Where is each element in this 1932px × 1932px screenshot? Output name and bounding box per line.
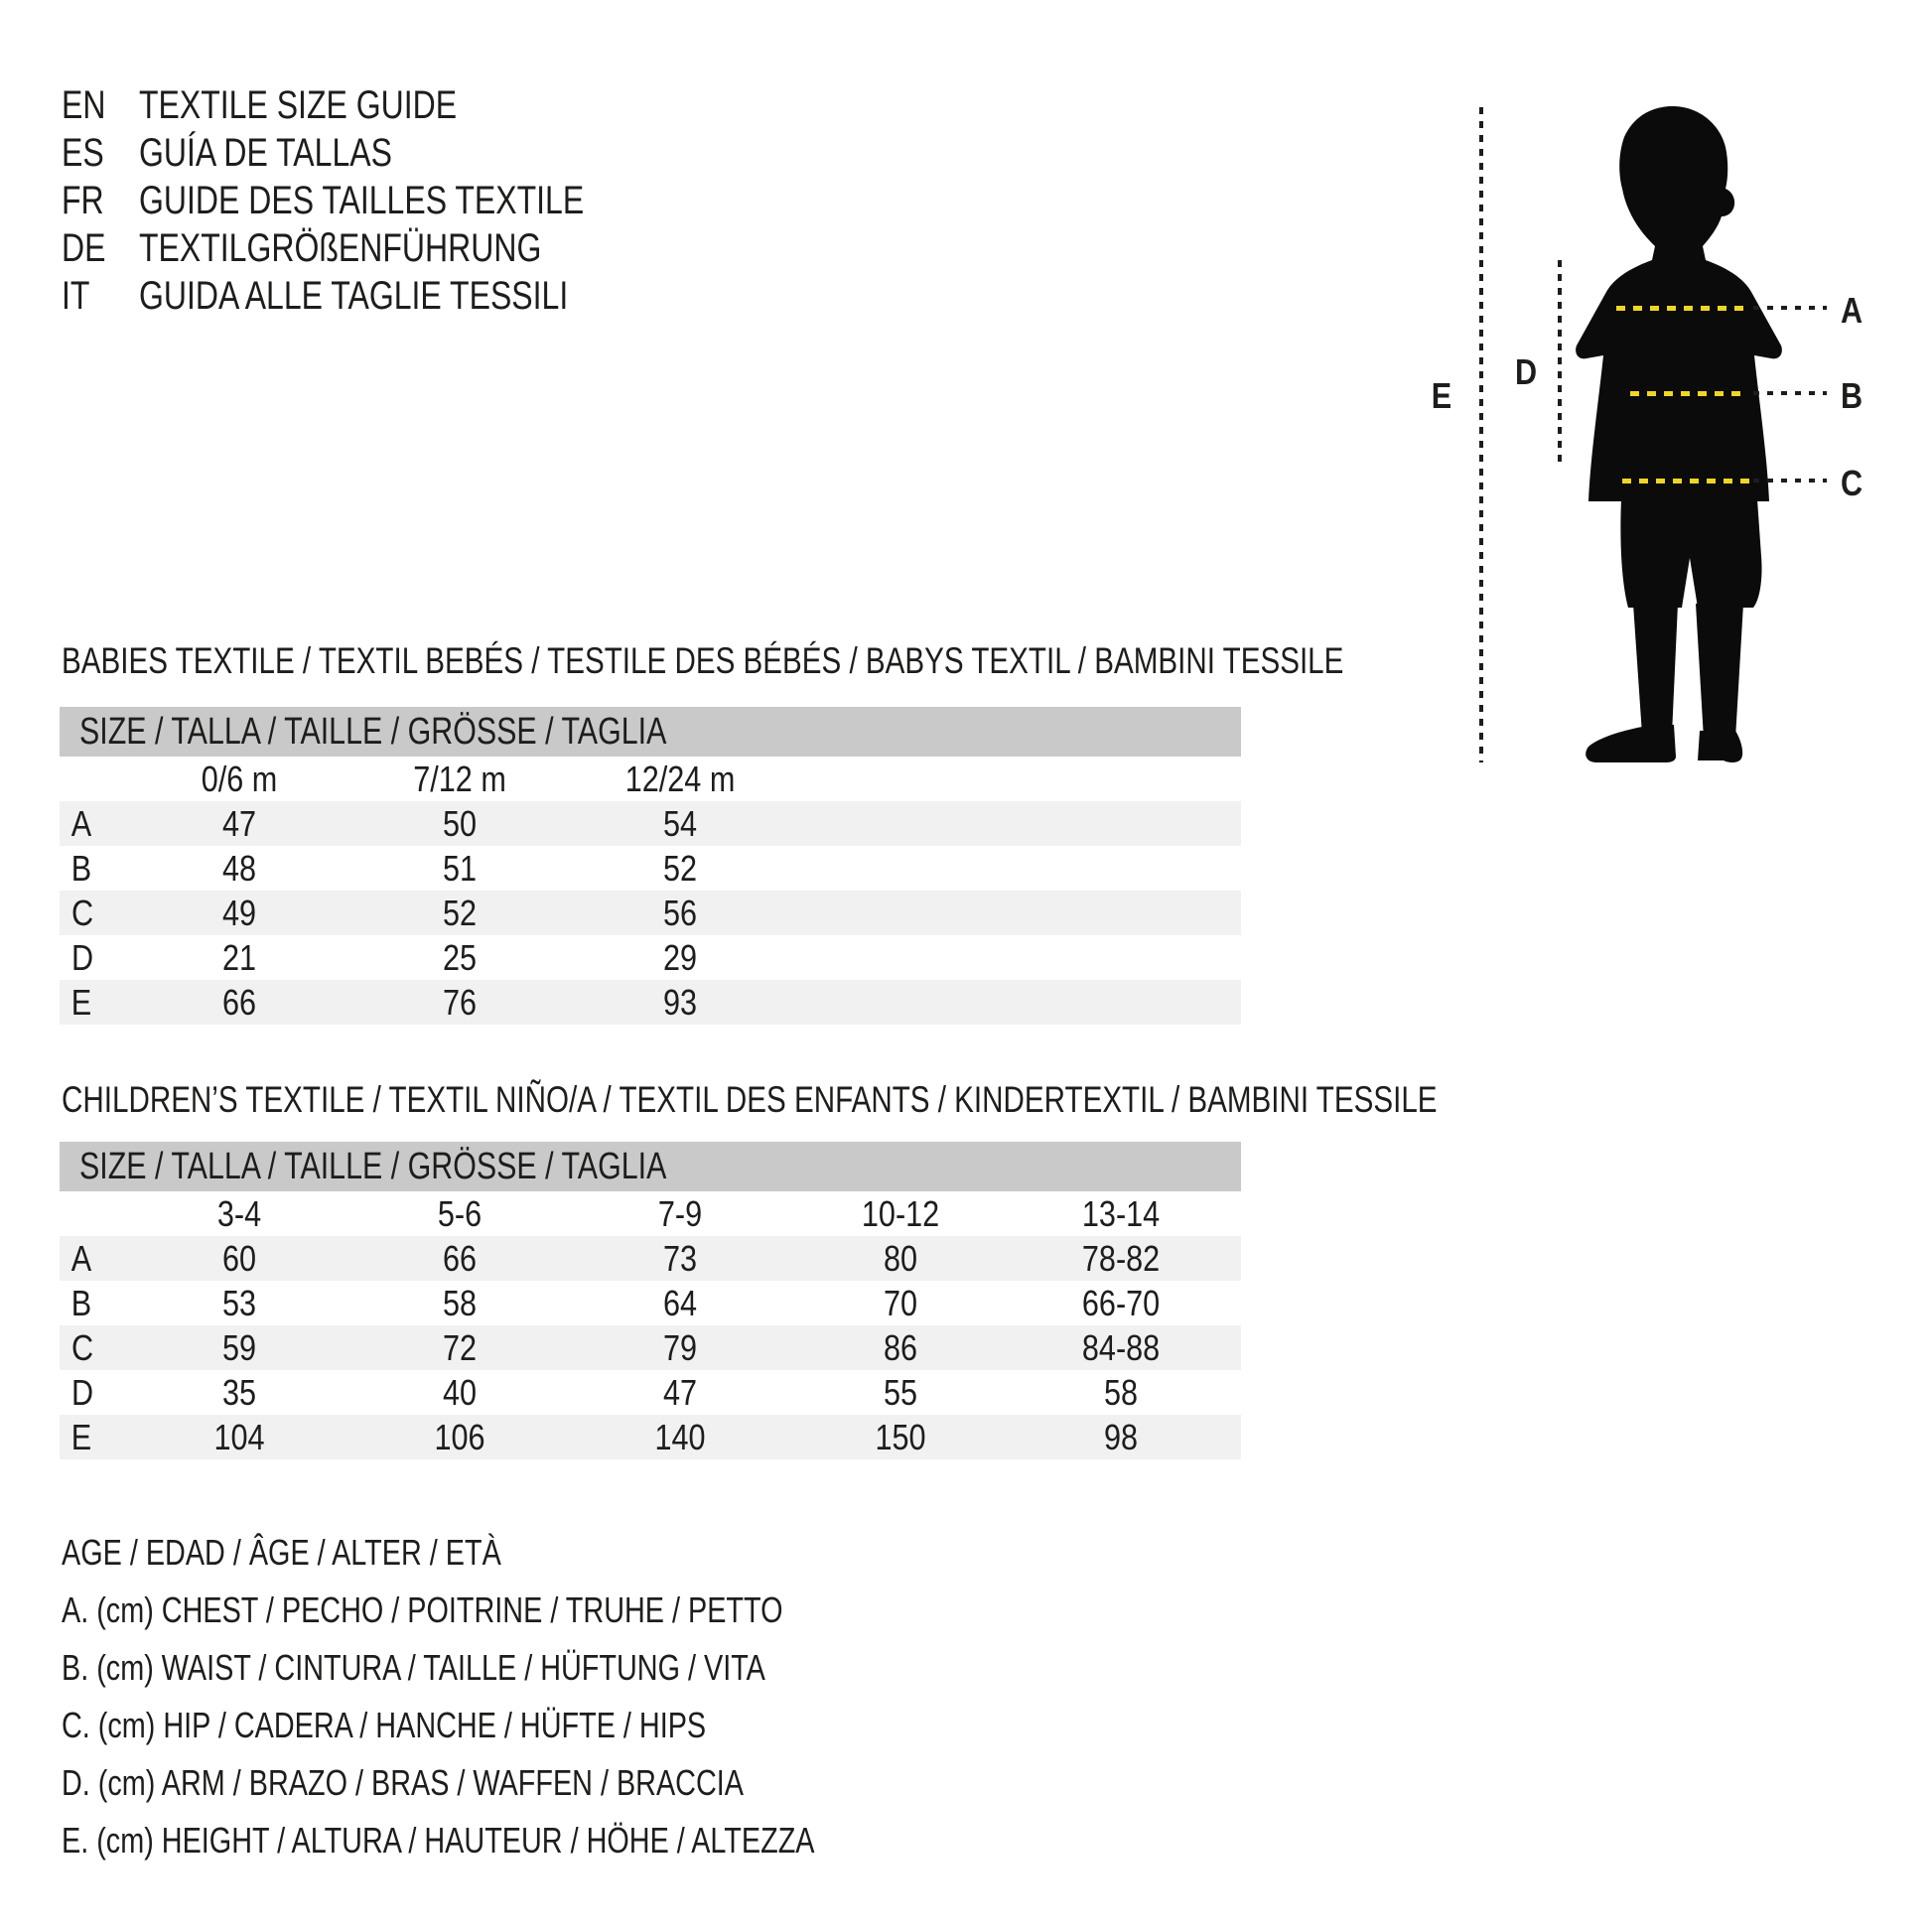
value-cell <box>349 982 570 1024</box>
value-text: 21 <box>221 936 257 978</box>
row-label <box>60 1238 129 1280</box>
column-header <box>790 1193 1011 1235</box>
value-cell <box>1011 1372 1231 1414</box>
language-label-text: GUÍA DE TALLAS <box>139 130 392 175</box>
legend-line-text: E. (cm) HEIGHT / ALTURA / HAUTEUR / HÖHE / ALTEZZA <box>62 1820 815 1861</box>
value-text: 29 <box>662 936 698 978</box>
value-cell <box>349 1417 570 1458</box>
value-text: 93 <box>662 981 698 1023</box>
value-cell <box>129 1238 349 1280</box>
babies-size-header-bar <box>60 707 1241 757</box>
language-label-text: TEXTILGRÖßENFÜHRUNG <box>139 225 542 270</box>
legend-line-arm <box>62 1762 1003 1820</box>
language-code-text: IT <box>62 273 90 318</box>
value-cell <box>790 1372 1011 1414</box>
column-header-text: 3-4 <box>216 1192 262 1234</box>
value-cell <box>570 848 790 890</box>
column-header-text: 7/12 m <box>413 758 506 799</box>
value-cell <box>570 893 790 934</box>
value-cell <box>790 1238 1011 1280</box>
waist-dash-yellow-b <box>1630 391 1741 396</box>
language-label-text: GUIDA ALLE TAGLIE TESSILI <box>139 273 569 318</box>
value-text: 52 <box>662 847 698 889</box>
value-text: 25 <box>442 936 478 978</box>
babies-row-e <box>60 980 1241 1025</box>
children-section-title <box>62 1079 1781 1121</box>
measure-label-c <box>1839 463 1864 504</box>
measure-label-b <box>1839 375 1864 417</box>
babies-row-d <box>60 935 1241 980</box>
babies-table <box>60 707 1241 1025</box>
column-header <box>1011 1193 1231 1235</box>
babies-row-a <box>60 801 1241 846</box>
row-label-text: B <box>70 1282 92 1323</box>
column-header <box>570 1193 790 1235</box>
row-label-text: B <box>70 847 92 889</box>
arm-line-d <box>1558 260 1562 469</box>
value-cell <box>349 1372 570 1414</box>
babies-section-title-text: BABIES TEXTILE / TEXTIL BEBÉS / TESTILE DES BÉBÉS / BABYS TEXTIL / BAMBINI TESSILE <box>62 640 1344 681</box>
column-header <box>349 1193 570 1235</box>
value-text: 80 <box>883 1237 918 1279</box>
value-text: 35 <box>221 1371 257 1413</box>
legend-line-height <box>62 1820 1003 1877</box>
babies-row-b <box>60 846 1241 891</box>
waist-dots-b <box>1753 391 1827 395</box>
measurement-legend <box>62 1532 1003 1877</box>
measure-label-a-text: A <box>1840 290 1863 331</box>
value-text: 98 <box>1103 1416 1139 1457</box>
children-column-header-row <box>60 1191 1241 1236</box>
row-label-text: E <box>70 981 92 1023</box>
row-label <box>60 1283 129 1324</box>
row-label <box>60 893 129 934</box>
row-label <box>60 848 129 890</box>
value-text: 58 <box>442 1282 478 1323</box>
value-cell <box>129 937 349 979</box>
value-cell <box>129 803 349 845</box>
row-label-text: E <box>70 1416 92 1457</box>
row-label-text: A <box>70 1237 92 1279</box>
value-text: 54 <box>662 802 698 844</box>
chest-dots-a <box>1753 306 1827 310</box>
value-text: 84-88 <box>1081 1326 1161 1368</box>
measure-label-e <box>1430 375 1453 417</box>
value-text: 66 <box>442 1237 478 1279</box>
value-text: 106 <box>434 1416 485 1457</box>
value-text: 104 <box>213 1416 265 1457</box>
value-cell <box>349 1327 570 1369</box>
column-header <box>129 1193 349 1235</box>
babies-column-header-row <box>60 757 1241 801</box>
row-label <box>60 1327 129 1369</box>
children-row-b <box>60 1281 1241 1325</box>
value-cell <box>1011 1417 1231 1458</box>
value-text: 51 <box>442 847 478 889</box>
measure-label-e-text: E <box>1431 375 1452 416</box>
value-cell <box>1011 1238 1231 1280</box>
legend-line-text: D. (cm) ARM / BRAZO / BRAS / WAFFEN / BRACCIA <box>62 1762 744 1803</box>
language-code-text: EN <box>62 82 106 127</box>
row-label-text: D <box>70 936 94 978</box>
value-text: 55 <box>883 1371 918 1413</box>
column-header <box>129 759 349 800</box>
value-cell <box>790 1327 1011 1369</box>
column-header <box>570 759 790 800</box>
value-text: 50 <box>442 802 478 844</box>
hip-dash-yellow-c <box>1622 479 1749 483</box>
measure-label-d <box>1513 351 1539 393</box>
value-cell <box>129 1372 349 1414</box>
value-cell <box>570 1283 790 1324</box>
value-cell <box>1011 1327 1231 1369</box>
value-cell <box>570 1238 790 1280</box>
value-cell <box>790 1283 1011 1324</box>
value-cell <box>570 803 790 845</box>
legend-line-text: A. (cm) CHEST / PECHO / POITRINE / TRUHE / PETTO <box>62 1589 783 1630</box>
measure-label-a <box>1839 290 1864 332</box>
column-header-text: 12/24 m <box>624 758 736 799</box>
value-cell <box>570 937 790 979</box>
measure-label-b-text: B <box>1840 375 1863 416</box>
value-text: 48 <box>221 847 257 889</box>
value-cell <box>570 1372 790 1414</box>
value-cell <box>1011 1283 1231 1324</box>
value-text: 150 <box>875 1416 926 1457</box>
column-header-text: 10-12 <box>861 1192 940 1234</box>
language-label-text: TEXTILE SIZE GUIDE <box>139 82 458 127</box>
value-text: 53 <box>221 1282 257 1323</box>
value-cell <box>570 1327 790 1369</box>
value-text: 56 <box>662 892 698 933</box>
value-text: 66-70 <box>1081 1282 1161 1323</box>
children-row-c <box>60 1325 1241 1370</box>
column-header-text: 0/6 m <box>201 758 278 799</box>
value-cell <box>570 982 790 1024</box>
children-row-e <box>60 1415 1241 1459</box>
row-label <box>60 937 129 979</box>
value-text: 47 <box>662 1371 698 1413</box>
value-cell <box>349 1283 570 1324</box>
value-text: 140 <box>654 1416 706 1457</box>
children-section-title-text: CHILDREN’S TEXTILE / TEXTIL NIÑO/A / TEXTIL DES ENFANTS / KINDERTEXTIL / BAMBINI TESSILE <box>62 1079 1438 1120</box>
value-text: 52 <box>442 892 478 933</box>
value-text: 47 <box>221 802 257 844</box>
value-cell <box>570 1417 790 1458</box>
babies-section-title <box>62 640 1664 682</box>
value-text: 70 <box>883 1282 918 1323</box>
value-cell <box>349 803 570 845</box>
chest-dash-yellow-a <box>1616 306 1747 311</box>
value-cell <box>349 937 570 979</box>
value-cell <box>790 1417 1011 1458</box>
language-label-text: GUIDE DES TAILLES TEXTILE <box>139 178 585 222</box>
hip-dots-c <box>1753 479 1827 483</box>
value-cell <box>129 848 349 890</box>
value-text: 66 <box>221 981 257 1023</box>
column-header-text: 13-14 <box>1081 1192 1161 1234</box>
value-text: 78-82 <box>1081 1237 1161 1279</box>
language-code-text: FR <box>62 178 104 222</box>
children-row-a <box>60 1236 1241 1281</box>
value-text: 79 <box>662 1326 698 1368</box>
value-text: 86 <box>883 1326 918 1368</box>
row-label <box>60 1417 129 1458</box>
row-label-text: A <box>70 802 92 844</box>
legend-line-text: C. (cm) HIP / CADERA / HANCHE / HÜFTE / HIPS <box>62 1705 707 1745</box>
children-size-header-bar <box>60 1142 1241 1191</box>
children-table <box>60 1142 1241 1459</box>
legend-line-age <box>62 1532 1003 1589</box>
row-label <box>60 982 129 1024</box>
children-row-d <box>60 1370 1241 1415</box>
row-label-text: D <box>70 1371 94 1413</box>
value-text: 49 <box>221 892 257 933</box>
value-cell <box>349 1238 570 1280</box>
row-label <box>60 1372 129 1414</box>
value-cell <box>129 1283 349 1324</box>
value-text: 73 <box>662 1237 698 1279</box>
legend-line-text: AGE / EDAD / ÂGE / ALTER / ETÀ <box>62 1532 501 1573</box>
legend-line-hip <box>62 1705 1003 1762</box>
value-text: 58 <box>1103 1371 1139 1413</box>
column-header <box>349 759 570 800</box>
column-header-text: 7-9 <box>657 1192 703 1234</box>
value-cell <box>129 1327 349 1369</box>
value-cell <box>349 893 570 934</box>
value-text: 60 <box>221 1237 257 1279</box>
value-cell <box>129 893 349 934</box>
babies-size-header-text: SIZE / TALLA / TAILLE / GRÖSSE / TAGLIA <box>79 710 667 753</box>
row-label-text: C <box>70 892 94 933</box>
legend-line-chest <box>62 1589 1003 1647</box>
value-text: 59 <box>221 1326 257 1368</box>
row-label <box>60 803 129 845</box>
measure-label-c-text: C <box>1840 463 1863 503</box>
legend-line-text: B. (cm) WAIST / CINTURA / TAILLE / HÜFTUNG / VITA <box>62 1647 765 1688</box>
value-text: 76 <box>442 981 478 1023</box>
measure-label-d-text: D <box>1514 351 1538 392</box>
language-code-text: ES <box>62 130 104 175</box>
babies-row-c <box>60 891 1241 935</box>
children-size-header-text: SIZE / TALLA / TAILLE / GRÖSSE / TAGLIA <box>79 1145 667 1187</box>
value-text: 64 <box>662 1282 698 1323</box>
column-header-text: 5-6 <box>437 1192 483 1234</box>
row-label-text: C <box>70 1326 94 1368</box>
value-cell <box>349 848 570 890</box>
legend-line-waist <box>62 1647 1003 1705</box>
value-text: 40 <box>442 1371 478 1413</box>
language-code-text: DE <box>62 225 106 270</box>
value-text: 72 <box>442 1326 478 1368</box>
value-cell <box>129 1417 349 1458</box>
value-cell <box>129 982 349 1024</box>
